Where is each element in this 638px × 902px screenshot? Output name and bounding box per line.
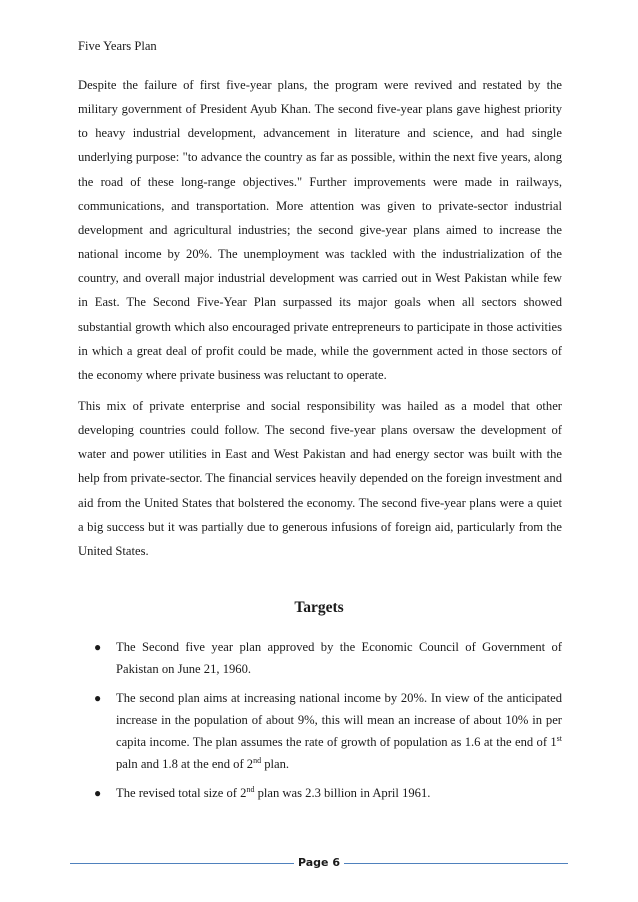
list-item-text: The Second five year plan approved by the Economic Council of Government of Pakistan on June 21, 1960. [116,640,562,676]
body-paragraph: Despite the failure of first five-year plans, the program were revived and restated by the military government of President Ayub Khan. The second five-year plans gave highest priority to heavy industrial development, advancement in literature and science, and had single underlying purpose: "to advance the country as far as possible, within the next five years, along the road of these long-range objectives." Further improvements were made in railways, communications, and transportation. More attention was given to private-sector industrial development and agricultural industries; the second give-year plans aimed to increase the national income by 20%. The unemployment was tackled with the industrialization of the country, and overall major industrial development was carried out in West Pakistan while few in East. The Second Five-Year Plan surpassed its major goals when all sectors showed substantial growth which also encouraged private entrepreneurs to participate in those activities in which a great deal of profit could be made, while the government acted in those sectors of the economy where private business was reluctant to operate. [78,78,562,382]
list-item-text: The second plan aims at increasing national income by 20%. In view of the anticipated increase in the population of about 9%, this will mean an increase of about 10% in per capita income. The plan assumes the rate of growth of population as 1.6 at the end of 1st paln and 1.8 at the end of 2nd plan. [116,691,562,771]
targets-list [78,636,562,811]
body-paragraph: This mix of private enterprise and social responsibility was hailed as a model that other developing countries could follow. The second five-year plans oversaw the development of water and power utilities in East and West Pakistan and had energy sector was built with the help from private-sector. The financial services heavily depended on the foreign investment and aid from the United States that bolstered the economy. The second five-year plans were a quiet a big success but it was partially due to generous infusions of foreign aid, particularly from the United States. [78,399,562,558]
bullet-icon: ● [94,640,102,654]
bullet-icon: ● [94,691,102,705]
running-header: Five Years Plan [78,39,157,53]
page-number: Page 6 [297,856,340,869]
list-item [78,687,562,775]
list-item-text: The revised total size of 2nd plan was 2.3 billion in April 1961. [116,784,431,800]
list-item [78,636,562,680]
footer-rule-right [344,863,568,864]
bullet-icon: ● [94,786,102,800]
list-item [78,782,562,804]
section-heading-targets: Targets [294,599,344,616]
